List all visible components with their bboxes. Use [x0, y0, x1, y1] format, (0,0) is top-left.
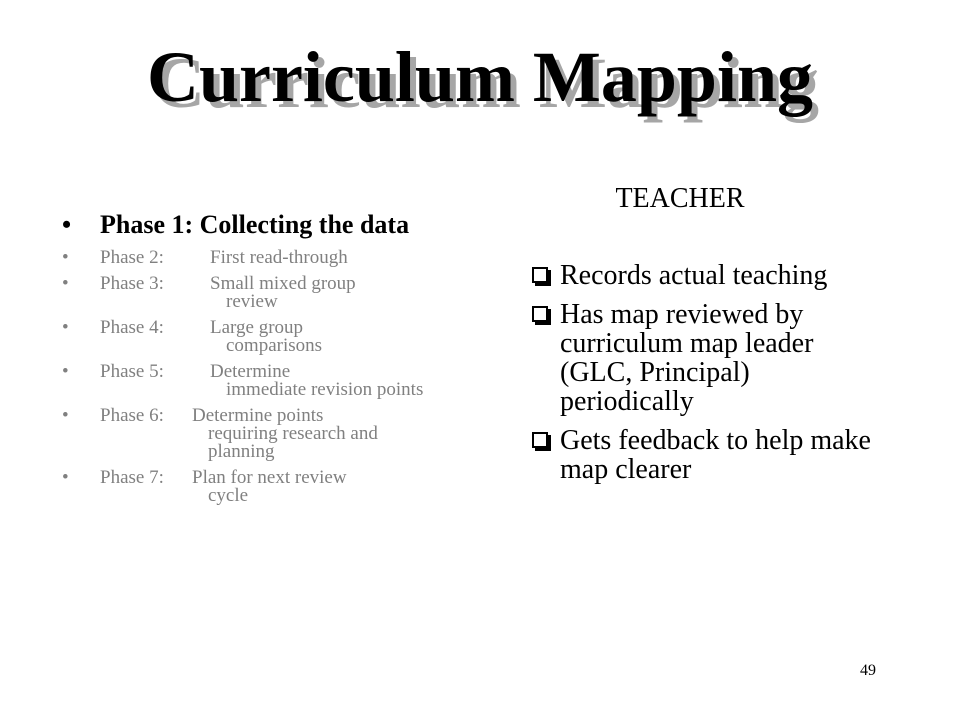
teacher-list-item	[530, 261, 890, 290]
teacher-item-text: Gets feedback to help make map clearer	[560, 425, 871, 485]
phase-item	[62, 319, 442, 355]
phase-number: Phase 4:	[100, 317, 164, 338]
teacher-item-text: Records actual teaching	[560, 260, 828, 291]
teacher-list-item	[530, 426, 890, 484]
bullet-icon: •	[62, 273, 69, 294]
phase-item	[62, 469, 442, 505]
checkbox-bullet-icon	[532, 432, 548, 448]
teacher-list-item	[530, 300, 890, 416]
bullet-icon: •	[62, 210, 72, 239]
phase-item	[62, 249, 442, 267]
bullet-icon: •	[62, 405, 69, 426]
teacher-item-text: Has map reviewed by curriculum map leader (GLC, Principal) periodically	[560, 299, 814, 417]
phase-description: Determine immediate revision points	[210, 361, 424, 400]
bullet-icon: •	[62, 467, 69, 488]
bullet-icon: •	[62, 361, 69, 382]
phase-number: Phase 7:	[100, 467, 164, 488]
phase-description: First read-through	[210, 247, 348, 268]
phase-description: Large group comparisons	[210, 317, 323, 356]
checkbox-bullet-icon	[532, 306, 548, 322]
phase-item	[62, 363, 442, 399]
phase-description: Determine points requiring research and planning	[192, 405, 378, 462]
phase-item	[62, 275, 442, 311]
bullet-icon: •	[62, 247, 69, 268]
page-number: 49	[860, 662, 876, 679]
phase-1-item	[62, 210, 442, 239]
teacher-heading: TEACHER	[615, 183, 745, 214]
phase-description: Small mixed group review	[210, 273, 356, 312]
checkbox-bullet-icon	[532, 267, 548, 283]
teacher-column	[530, 183, 890, 494]
phases-column	[62, 210, 442, 513]
slide-title: Curriculum Mapping	[146, 37, 814, 117]
bullet-icon: •	[62, 317, 69, 338]
phase-item	[62, 407, 442, 461]
phase-list	[62, 249, 442, 505]
teacher-list	[530, 261, 890, 484]
phase-number: Phase 2:	[100, 247, 164, 268]
phase-1-text: Phase 1: Collecting the data	[100, 210, 410, 239]
phase-number: Phase 5:	[100, 361, 164, 382]
phase-description: Plan for next review cycle	[192, 467, 347, 506]
phase-number: Phase 6:	[100, 405, 164, 426]
phase-number: Phase 3:	[100, 273, 164, 294]
